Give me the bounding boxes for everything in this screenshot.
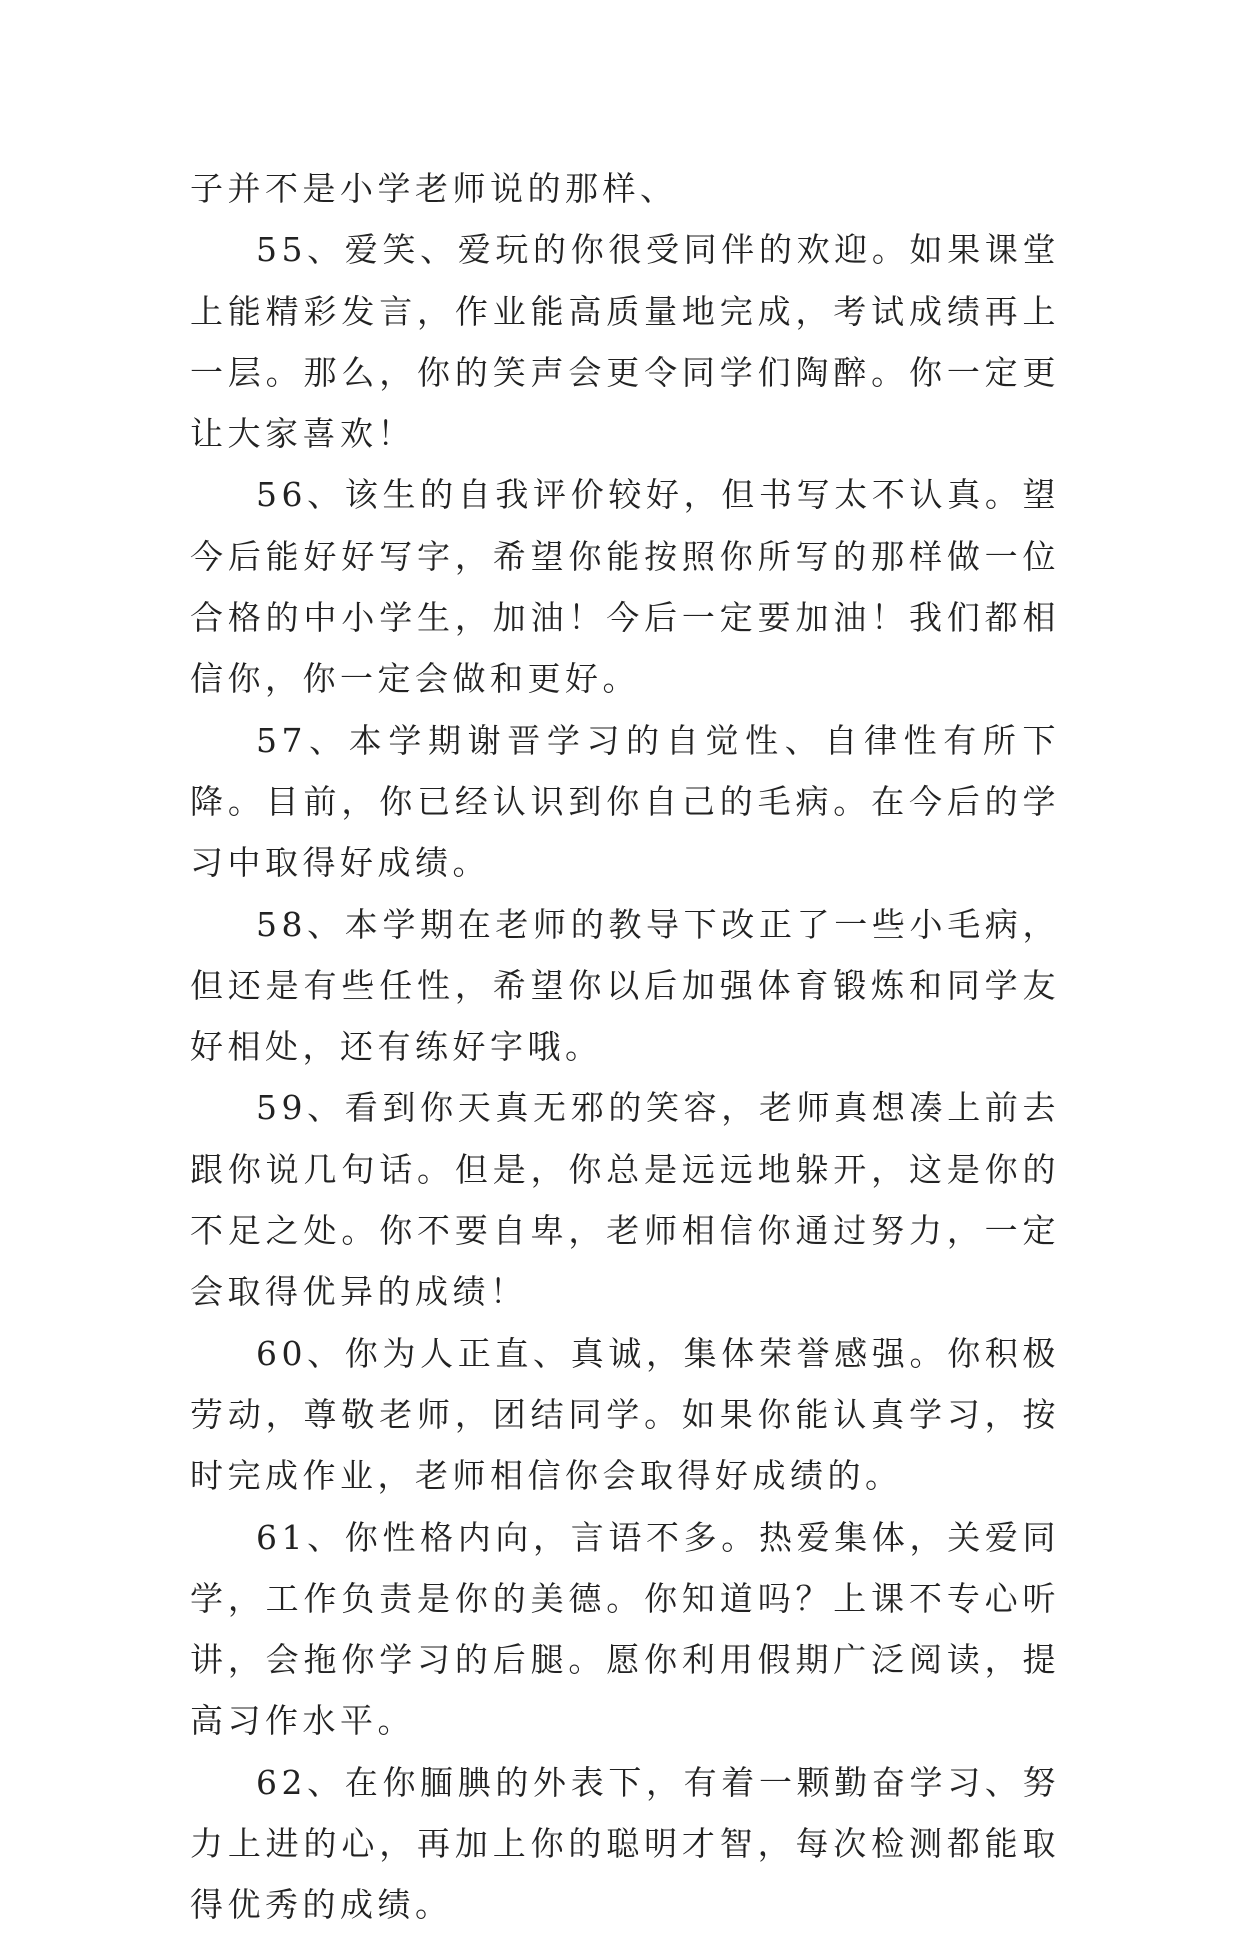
paragraph-60: 60、你为人正直、真诚，集体荣誉感强。你积极劳动，尊敬老师，团结同学。如果你能认真学习，按时完成作业，老师相信你会取得好成绩的。 bbox=[190, 1333, 1060, 1496]
paragraph-61: 61、你性格内向，言语不多。热爱集体，关爱同学，工作负责是你的美德。你知道吗？上课不专心听讲，会拖你学习的后腿。愿你利用假期广泛阅读，提高习作水平。 bbox=[190, 1517, 1060, 1741]
paragraph-59: 59、看到你天真无邪的笑容，老师真想凑上前去跟你说几句话。但是，你总是远远地躲开，这是你的不足之处。你不要自卑，老师相信你通过努力，一定会取得优异的成绩！ bbox=[190, 1088, 1060, 1312]
paragraph-62: 62、在你腼腆的外表下，有着一颗勤奋学习、努力上进的心，再加上你的聪明才智，每次检测都能取得优秀的成绩。 bbox=[190, 1762, 1060, 1925]
paragraph-57: 57、本学期谢晋学习的自觉性、自律性有所下降。目前，你已经认识到你自己的毛病。在今后的学习中取得好成绩。 bbox=[190, 720, 1060, 883]
paragraph-continuation: 子并不是小学老师说的那样、 bbox=[190, 169, 678, 208]
paragraph-58: 58、本学期在老师的教导下改正了一些小毛病，但还是有些任性，希望你以后加强体育锻炼和同学友好相处，还有练好字哦。 bbox=[190, 904, 1060, 1067]
paragraph-56: 56、该生的自我评价较好，但书写太不认真。望今后能好好写字，希望你能按照你所写的那样做一位合格的中小学生，加油！今后一定要加油！我们都相信你，你一定会做和更好。 bbox=[190, 475, 1060, 699]
paragraph-55: 55、爱笑、爱玩的你很受同伴的欢迎。如果课堂上能精彩发言，作业能高质量地完成，考试成绩再上一层。那么，你的笑声会更令同学们陶醉。你一定更让大家喜欢！ bbox=[190, 230, 1060, 454]
document-body bbox=[190, 158, 1060, 1936]
